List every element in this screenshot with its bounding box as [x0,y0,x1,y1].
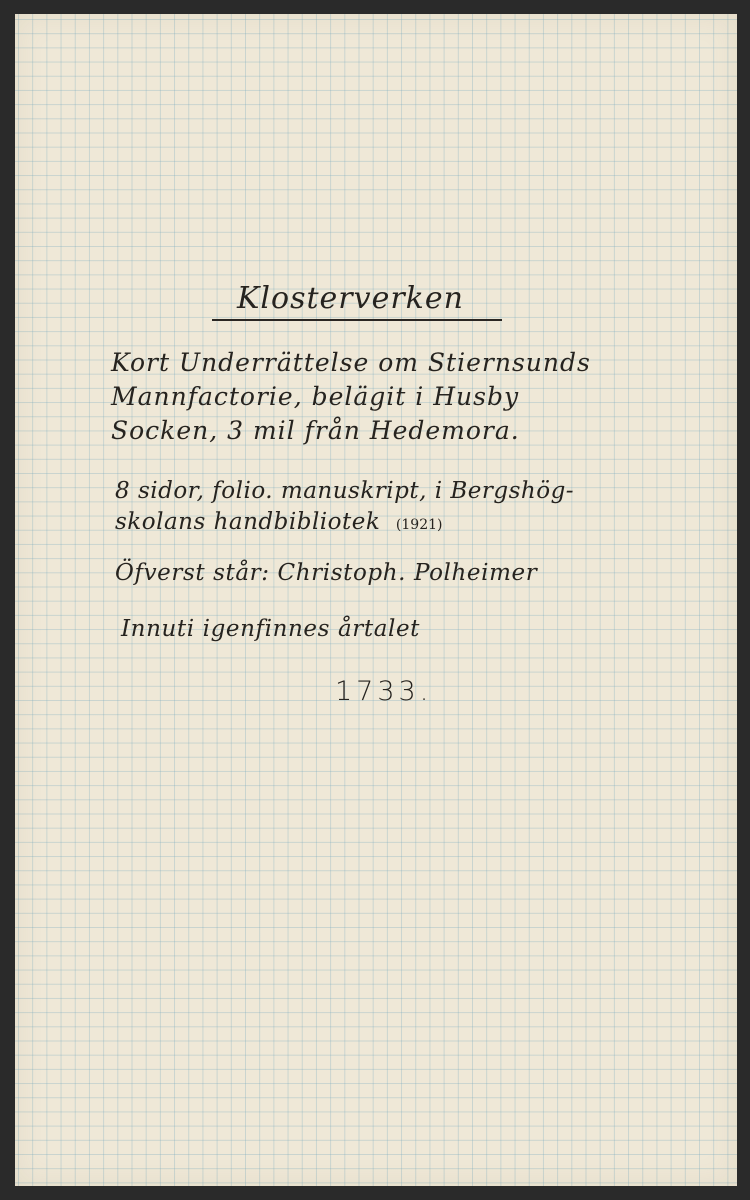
source-paragraph [115,476,574,541]
source-line-1: 8 sidor, folio. manuskript, i Bergshög- [115,478,575,504]
source-line-2 [115,507,574,541]
source-line-2-text: skolans handbibliotek [115,509,381,535]
year-intro-line: Innuti igenfinnes årtalet [121,616,421,642]
graph-paper-sheet [15,14,737,1186]
inscription-line: Öfverst står: Christoph. Polheimer [115,560,538,586]
description-line-3: Socken, 3 mil från Hedemora. [111,416,520,445]
title-underline [212,319,502,321]
description-line-1: Kort Underrättelse om Stiernsunds [111,348,591,377]
description-paragraph [111,346,591,448]
description-line-2: Mannfactorie, belägit i Husby [111,382,520,411]
source-year-note: (1921) [395,517,443,533]
year-value: 1733. [335,676,433,707]
document-title: Klosterverken [237,281,464,316]
